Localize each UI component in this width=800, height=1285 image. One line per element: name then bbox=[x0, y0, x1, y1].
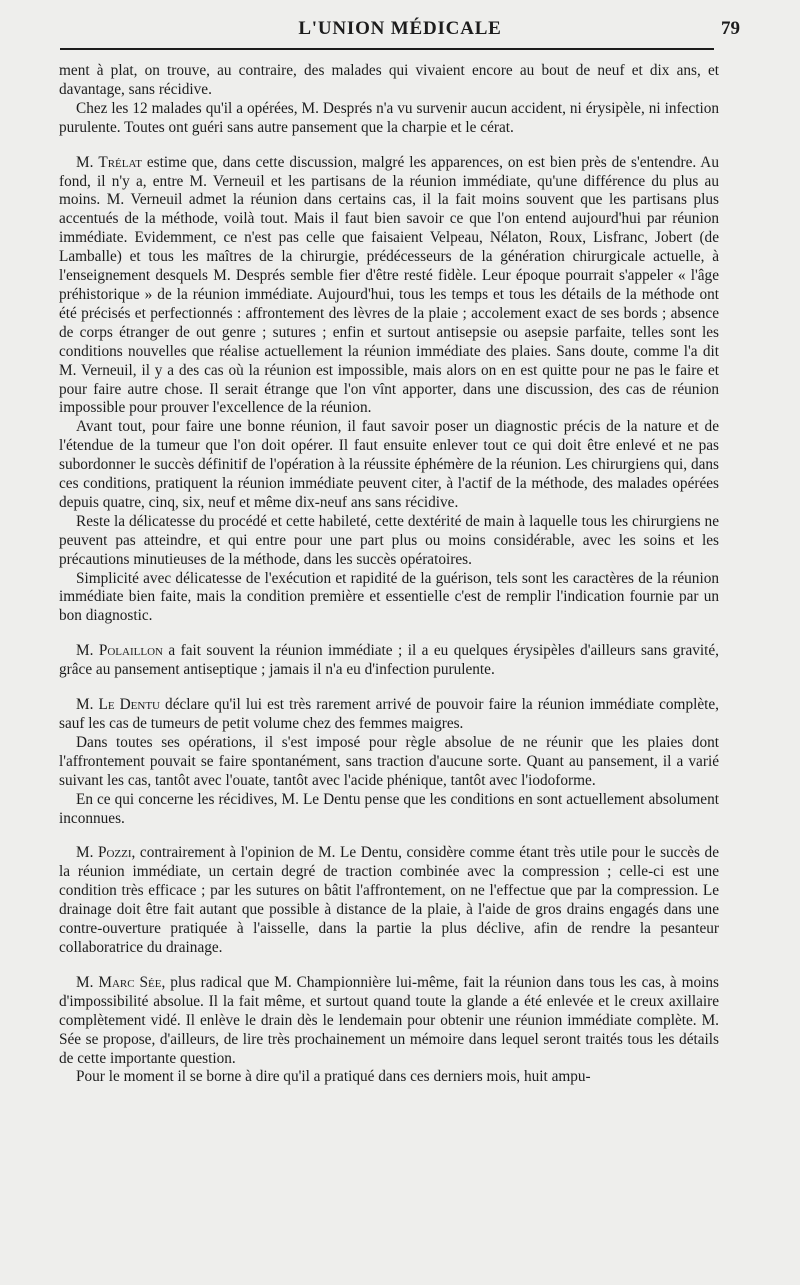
page-number: 79 bbox=[721, 18, 740, 39]
paragraph-le-dentu: M. Le Dentu déclare qu'il lui est très rarement arrivé de pouvoir faire la réunion immédiate complète, sauf les cas de tumeurs de petit volume chez des femmes maigres. bbox=[59, 696, 719, 732]
speaker-name: Pozzi bbox=[97, 844, 132, 862]
paragraph-despres-cases: Chez les 12 malades qu'il a opérées, M. Després n'a vu survenir aucun accident, ni érysipèle, ni infection purulente. Toutes ont guéri sans autre pansement que la charpie et le cérat. bbox=[59, 99, 719, 136]
paragraph-le-dentu-operations: Dans toutes ses opérations, il s'est imposé pour règle absolue de ne réunir que les plaies dont l'affrontement pouvait se faire spontanément, sans traction d'aucune sorte. Quant au pansement, il a varié suivant les cas, tantôt avec l'ouate, tantôt avec l'acide phénique, tantôt avec l'iodoforme. bbox=[59, 733, 719, 789]
paragraph-trelat bbox=[59, 154, 719, 419]
paragraph-pozzi: M. Pozzi, contrairement à l'opinion de M. Le Dentu, considère comme étant très utile pour le succès de la réunion immédiate, un certain degré de traction combinée avec la compression ; celle-ci est une condition très efficace ; par les sutures on bâtit l'affrontement, on ne l'effectue que par la compression. Le drainage doit être fait autant que possible à distance de la plaie, à l'aide de gros drains engagés dans une contre-ouverture pratiquée à l'aisselle, dans la partie la plus déclive, afin de rendre la pesanteur collaboratrice du drainage. bbox=[59, 844, 719, 956]
journal-title: L'UNION MÉDICALE bbox=[298, 18, 502, 39]
speaker-trelat: M. Trélat estime que, dans cette discussion, malgré les apparences, on est bien près de s'entendre. Au fond, il n'y a, entre M. Verneuil et les partisans de la réunion immédiate, qu'une différence du plus au moins. M. Verneuil admet la réunion dans certains cas, il la fait moins souvent que les partisans plus accentués de la méthode, voilà tout. Mais il faut bien savoir ce que l'on entend aujourd'hui par réunion immédiate. Evidemment, ce n'est pas celle que faisaient Velpeau, Nélaton, Roux, Lisfranc, Jobert (de Lamballe) et tous les maîtres de la chirurgie, prédécesseurs de la génération chirurgicale actuelle, à l'enseignement desquels M. Després semble fier d'être resté fidèle. Leur époque pourrait s'appeler « l'âge préhistorique » de la réunion immédiate. Aujourd'hui, tous les temps et tous les détails de la méthode ont été précisés et perfectionnés : affrontement des lèvres de la plaie ; accolement exact de ses bords ; absence de corps étranger de out genre ; sutures ; enfin et surtout antisepsie ou asepsie parfaite, telles sont les conditions nouvelles que réalise actuellement la réunion immédiate des plaies. Sans doute, comme l'a dit M. Verneuil, il y a des cas où la réunion est impossible, mais alors on en est quitte pour ne pas le faire et pour faire autre chose. Il serait étrange que l'on vînt apporter, dans une discussion, des cas de réunion impossible pour prouver l'excellence de la réunion. bbox=[59, 153, 719, 417]
paragraph-marc-see: M. Marc Sée, plus radical que M. Championnière lui-même, fait la réunion dans tous les cas, à moins d'impossibilité absolue. Il la fait même, et surtout quand toute la glande a été enlevée et le creux axillaire complètement vidé. Il enlève le drain dès le lendemain pour obtenir une réunion immédiate complète. M. Sée se propose, d'ailleurs, de lire très prochainement un mémoire dans lequel seront traités tous les détails de cette importante question. bbox=[59, 973, 719, 1067]
paragraph-le-dentu-recidives: En ce qui concerne les récidives, M. Le Dentu pense que les conditions en sont actuellement absolument inconnues. bbox=[59, 790, 719, 827]
paragraph-avant-tout: Avant tout, pour faire une bonne réunion, il faut savoir poser un diagnostic précis de la nature et de l'étendue de la tumeur que l'on doit opérer. Il faut ensuite enlever tout ce qui doit être enlevé et ne pas subordonner le succès définitif de l'opération à la réussite éphémère de la réunion. Les chirurgiens qui, dans ces conditions, pratiquent la réunion immédiate peuvent citer, à l'actif de la méthode, des malades opérées depuis quatre, cinq, six, neuf et même dix-neuf ans sans récidive. bbox=[59, 418, 719, 511]
paragraph-simplicite: Simplicité avec délicatesse de l'exécution et rapidité de la guérison, tels sont les caractères de la réunion immédiate bien faite, mais la condition première et essentielle c'est de remplir l'indication fournie par un bon diagnostic. bbox=[59, 569, 719, 625]
speaker-name: Marc Sée bbox=[98, 973, 162, 991]
paragraph-continuation: ment à plat, on trouve, au contraire, des malades qui vivaient encore au bout de neuf et dix ans, et davantage, sans récidive. bbox=[59, 62, 719, 98]
header-rule bbox=[60, 48, 714, 50]
article-body bbox=[59, 62, 719, 1087]
speaker-name: Le Dentu bbox=[98, 696, 160, 714]
running-head bbox=[58, 14, 742, 48]
paragraph-final: Pour le moment il se borne à dire qu'il a pratiqué dans ces derniers mois, huit ampu- bbox=[76, 1068, 591, 1086]
speaker-name: Polaillon bbox=[98, 642, 163, 660]
paragraph-delicatesse: Reste la délicatesse du procédé et cette habileté, cette dextérité de main à laquelle tous les chirurgiens ne peuvent pas atteindre, et qui entre pour une part plus ou moins considérable, avec les soins et les précautions minutieuses de la méthode, dans les succès opératoires. bbox=[59, 512, 719, 568]
speaker-name: Trélat bbox=[98, 153, 142, 171]
paragraph-polaillon: M. Polaillon a fait souvent la réunion immédiate ; il a eu quelques érysipèles d'ailleurs sans gravité, grâce au pansement antiseptique ; jamais il n'a eu d'infection purulente. bbox=[59, 642, 720, 679]
